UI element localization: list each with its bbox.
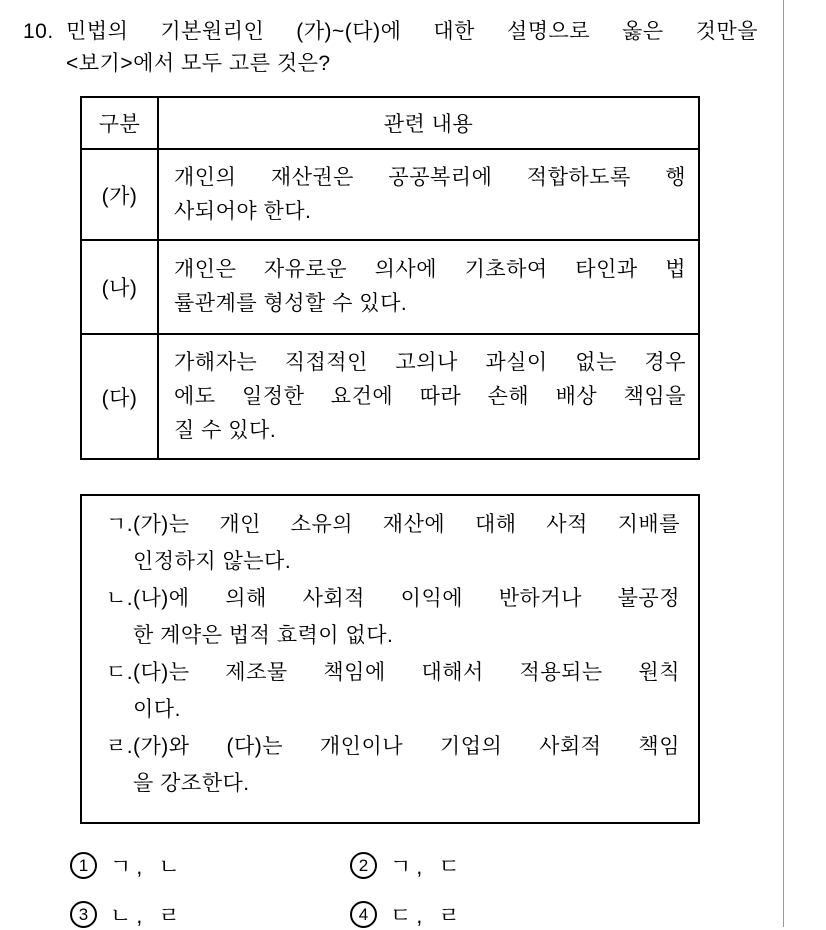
option-4 — [350, 899, 630, 930]
table-row — [81, 240, 699, 334]
text-line: 민법의 기본원리인 (가)~(다)에 대한 설명으로 옳은 것만을 — [66, 20, 758, 43]
option-text: ㄴ, ㄹ — [110, 903, 185, 928]
list-item — [106, 654, 698, 728]
text-line: 한 계약은 법적 효력이 없다. — [133, 624, 394, 647]
option-text: ㄱ, ㄴ — [110, 854, 185, 879]
text-line: (가)와 (다)는 개인이나 기업의 사회적 책임 — [133, 735, 680, 758]
row-content-da — [158, 334, 699, 459]
circled-number-icon: 1 — [70, 852, 97, 879]
row-label-da: (다) — [81, 334, 158, 459]
text-line: 개인의 재산권은 공공복리에 적합하도록 행 — [174, 165, 686, 189]
table-header-row — [81, 97, 699, 149]
text-line: 률관계를 형성할 수 있다. — [174, 292, 408, 315]
list-item — [106, 728, 698, 802]
text-line: 사되어야 한다. — [174, 199, 312, 223]
bogi-text-g — [133, 506, 680, 580]
text-line: <보기>에서 모두 고른 것은? — [66, 52, 331, 75]
row-content-na — [158, 240, 699, 334]
option-text: ㄱ, ㄷ — [390, 854, 465, 879]
text-line: 을 강조한다. — [133, 772, 250, 795]
option-3 — [70, 899, 350, 930]
bogi-box — [80, 494, 700, 824]
text-line: 개인은 자유로운 의사에 기초하여 타인과 법 — [174, 258, 686, 281]
bogi-marker-g: ㄱ. — [106, 513, 134, 536]
table-header-content: 관련 내용 — [158, 97, 699, 149]
bogi-text-d — [133, 654, 680, 728]
row-content-ga — [158, 149, 699, 240]
options-grid — [70, 850, 630, 930]
bogi-text-r — [133, 728, 680, 802]
question-number: 10. — [23, 20, 54, 43]
text-line: (나)에 의해 사회적 이익에 반하거나 불공정 — [133, 587, 680, 610]
bogi-marker-r: ㄹ. — [106, 735, 134, 758]
question-block — [23, 16, 758, 80]
text-line: 이다. — [133, 698, 181, 721]
bogi-text-n — [133, 580, 680, 654]
text-line: 질 수 있다. — [174, 418, 277, 442]
circled-number-icon: 3 — [70, 901, 97, 928]
table-row — [81, 334, 699, 459]
option-2 — [350, 850, 630, 881]
list-item — [106, 506, 698, 580]
text-line: 에도 일정한 요건에 따라 손해 배상 책임을 — [174, 384, 686, 408]
circled-number-icon: 4 — [350, 901, 377, 928]
bogi-marker-d: ㄷ. — [106, 661, 134, 684]
text-line: (가)는 개인 소유의 재산에 대해 사적 지배를 — [133, 513, 680, 536]
bogi-marker-n: ㄴ. — [106, 587, 134, 610]
row-label-ga: (가) — [81, 149, 158, 240]
content-table — [80, 96, 700, 460]
circled-number-icon: 2 — [350, 852, 377, 879]
question-text — [66, 16, 758, 80]
table-header-category: 구분 — [81, 97, 158, 149]
text-line: 가해자는 직접적인 고의나 과실이 없는 경우 — [174, 350, 686, 374]
row-label-na: (나) — [81, 240, 158, 334]
table-row — [81, 149, 699, 240]
list-item — [106, 580, 698, 654]
option-1 — [70, 850, 350, 881]
text-line: 인정하지 않는다. — [133, 550, 292, 573]
text-line: (다)는 제조물 책임에 대해서 적용되는 원칙 — [133, 661, 680, 684]
column-divider — [783, 0, 784, 927]
option-text: ㄷ, ㄹ — [390, 903, 465, 928]
